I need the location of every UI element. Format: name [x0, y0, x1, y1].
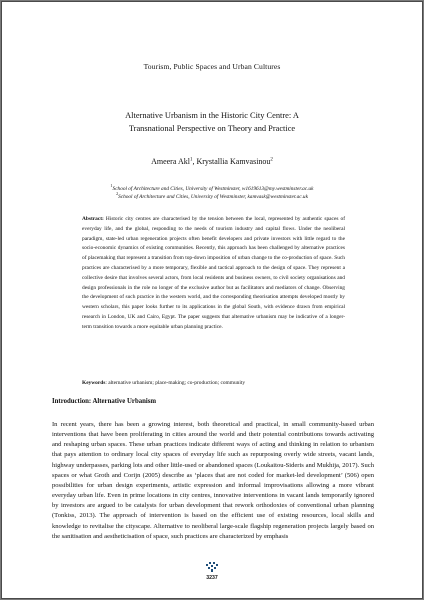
keywords [82, 379, 345, 388]
title-line-2: Transnational Perspective on Theory and Practice [128, 124, 296, 133]
abstract [82, 215, 345, 333]
section-heading: Introduction: Alternative Urbanism [52, 398, 157, 405]
running-head: Tourism, Public Spaces and Urban Cultures [143, 62, 281, 71]
abstract-label: Abstract: [82, 216, 104, 222]
author-list [2, 157, 422, 166]
abstract-text: Historic city centres are characterised by the tension between the local, represented by authentic spaces of everyday life, and the global, responding to the needs of tourism industry and capital flows. Under the neoliberal paradigm, state-led urban regeneration projects often benefit developers and private investors with little regard to the socio-economic dynamics of existing communities. Recently, this approach has been challenged by alternative practices of placemaking that represent a transition from top-down imposition of urban change to the co-production of space. Such practices are characterised by a more temporary, flexible and tactical approach to the design of space. They represent a collective desire that involves several actors, from local residents and business owners, to civil society organisations and design professionals in the role no longer of the exclusive author but as facilitators and mediators of change. Observing the development of such practice in the western world, and the corresponding theorisation attempts developed mostly by western scholars, this paper looks further to its applications in the global South, with evidence drawn from empirical research in London, UK and Cairo, Egypt. The paper suggests that alternative urbanism may be indicative of a longer-term transition towards a more equitable urban planning practice. [82, 216, 345, 330]
author-name: Krystallia Kamvasinou [196, 157, 271, 166]
author-affiliation-mark: 2 [270, 157, 273, 163]
author-affiliation-mark: 1 [189, 157, 193, 163]
title-line-1: Alternative Urbanism in the Historic City Centre: A [125, 111, 299, 120]
author-separator: , [192, 157, 197, 166]
publisher-logo-icon [205, 561, 219, 573]
page-number: 3237 [206, 575, 218, 581]
keywords-text: : alternative urbanism; place-making; co-production; community [105, 380, 246, 386]
affiliation-text: School of Architecture and Cities, University of Westminster, kamvask@westminster.ac.uk [118, 193, 308, 200]
affiliation-mark: 2 [116, 191, 119, 196]
keywords-label: Keywords [82, 380, 106, 386]
affiliation [2, 191, 422, 200]
affiliation-mark: 1 [110, 183, 113, 188]
affiliation-text: School of Architecture and Cities, University of Westminster, w1619613@my.westminster.ac.uk [112, 185, 314, 192]
section-body: In recent years, there has been a growing interest, both theoretical and practical, in small community-based urban interventions that have been proliferating in cities around the world and their potential contributions towards activating and reshaping urban spaces. These urban practices indicate different ways of acting and thinking in relation to urbanism that pays attention to ordinary local city spaces of everyday life such as repurposing overly wide streets, vacant lands, highway underpasses, parking lots and other little-used or abandoned spaces (Loukaitou-Sideris and Mukhija, 2017). Such spaces or what Groth and Corijn (2005) describe as ‘places that are not coded for market-led development’ (506) open possibilities for urban design experiments, artistic expression and informal improvisations allowing a more vibrant everyday urban life. Even in prime locations in city centres, innovative interventions in vacant lands temporarily ignored by investors are argued to be catalysts for urban development that rework orthodoxies of conventional urban planning (Tonkiss, 2013). The approach of intervention is based on the efficient use of existing resources, local skills and knowledge to revitalise the cityscape. Alternative to neoliberal large-scale flagship regeneration projects largely based on the sanitisation and aestheticisation of space, such practices are characterized by emphasis [52, 421, 374, 540]
paper-title [62, 109, 362, 135]
paper-page [1, 1, 423, 599]
author-name: Ameera Akl [151, 157, 190, 166]
